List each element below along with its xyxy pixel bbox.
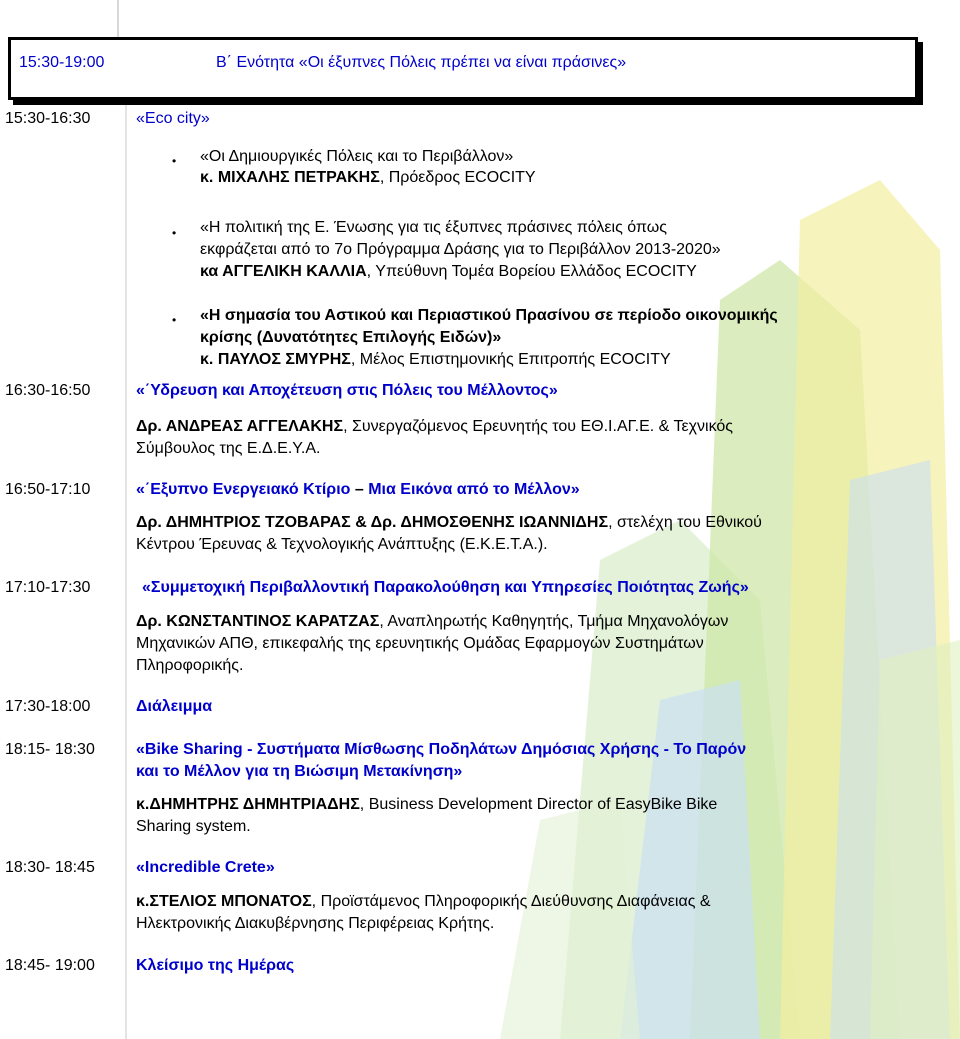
speaker-line: [136, 611, 728, 633]
talk-title: «Οι Δημιουργικές Πόλεις και το Περιβάλλον»: [200, 148, 514, 165]
speaker-role-line3: Πληροφορικής.: [136, 657, 244, 674]
speaker-role: , Πρόεδρος ECOCITY: [379, 169, 536, 186]
speaker-line: [200, 349, 671, 371]
section-header: [8, 37, 918, 100]
talk-title-line2: κρίσης (Δυνατότητες Επιλογής Ειδών)»: [200, 329, 502, 346]
speaker-amp: &: [350, 514, 371, 531]
session-time: 18:30- 18:45: [5, 859, 95, 876]
session-title: [136, 479, 580, 501]
session-title: «Συμμετοχική Περιβαλλοντική Παρακολούθηση και Υπηρεσίες Ποιότητας Ζωής»: [142, 579, 749, 596]
session-time: 15:30-16:30: [5, 110, 91, 127]
session-time: 16:50-17:10: [5, 481, 91, 498]
speaker-role: , Υπεύθυνη Τομέα Βορείου Ελλάδος ECOCITY: [366, 263, 697, 280]
session-title: «΄Υδρευση και Αποχέτευση στις Πόλεις του Μέλλοντος»: [136, 382, 558, 399]
speaker-line: [200, 261, 697, 283]
session-title-line2: και το Μέλλον για τη Βιώσιμη Μετακίνηση»: [136, 763, 463, 780]
session-title: «Incredible Crete»: [136, 859, 275, 876]
speaker-line: [136, 891, 711, 913]
speaker-role: , Προϊστάμενος Πληροφορικής Διεύθυνσης Διαφάνειας &: [311, 893, 711, 910]
session-time: 18:45- 19:00: [5, 957, 95, 974]
session-title-part1: «΄Εξυπνο Ενεργειακό Κτίριο: [136, 481, 355, 498]
session-time: 16:30-16:50: [5, 382, 91, 399]
session-title-dash: –: [354, 481, 364, 498]
speaker-role-line2: Ηλεκτρονικής Διακυβέρνησης Περιφέρειας Κρήτης.: [136, 915, 495, 932]
session-time: 17:10-17:30: [5, 579, 91, 596]
speaker-role: , στελέχη του Εθνικού: [608, 514, 762, 531]
speaker-name: Δρ. ΑΝΔΡΕΑΣ ΑΓΓΕΛΑΚΗΣ: [136, 418, 344, 435]
speaker-name: κ. ΜΙΧΑΛΗΣ ΠΕΤΡΑΚΗΣ: [200, 169, 380, 186]
session-title: Διάλειμμα: [136, 698, 213, 715]
header-title: Β΄ Ενότητα «Οι έξυπνες Πόλεις πρέπει να είναι πράσινες»: [216, 54, 627, 71]
bullet-icon: •: [172, 313, 177, 327]
bullet-icon: •: [172, 154, 177, 168]
speaker-role: , Business Development Director of EasyBike Bike: [359, 796, 718, 813]
session-title: Κλείσιμο της Ημέρας: [136, 957, 295, 974]
speaker-line: [136, 416, 733, 438]
talk-title-line1: «Η πολιτική της Ε. Ένωσης για τις έξυπνες πράσινες πόλεις όπως: [200, 219, 667, 236]
speaker-name: κ.ΣΤΕΛΙΟΣ ΜΠΟΝΑΤΟΣ: [136, 893, 312, 910]
session-title: «Eco city»: [136, 110, 210, 127]
session-title-part2: Μια Εικόνα από το Μέλλον»: [363, 481, 580, 498]
session-time: 18:15- 18:30: [5, 741, 95, 758]
speaker-role-line2: Sharing system.: [136, 818, 251, 835]
bullet-icon: •: [172, 226, 177, 240]
speaker-line: [200, 167, 536, 189]
speaker-line: [136, 512, 762, 534]
speaker-role-line2: Κέντρου Έρευνας & Τεχνολογικής Ανάπτυξης (Ε.Κ.Ε.Τ.Α.).: [136, 536, 548, 553]
speaker-role: , Μέλος Επιστημονικής Επιτροπής ECOCITY: [350, 351, 671, 368]
speaker-role-line2: Σύμβουλος της Ε.Δ.Ε.Υ.Α.: [136, 440, 321, 457]
speaker-name: κα ΑΓΓΕΛΙΚΗ ΚΑΛΛΙΑ: [200, 263, 367, 280]
speaker-line: [136, 794, 717, 816]
speaker-name: κ. ΠΑΥΛΟΣ ΣΜΥΡΗΣ: [200, 351, 351, 368]
speaker-name: κ.ΔΗΜΗΤΡΗΣ ΔΗΜΗΤΡΙΑΔΗΣ: [136, 796, 360, 813]
speaker-role: , Αναπληρωτής Καθηγητής, Τμήμα Μηχανολόγων: [379, 613, 729, 630]
talk-title-line1: «Η σημασία του Αστικού και Περιαστικού Πρασίνου σε περίοδο οικονομικής: [200, 307, 778, 324]
speaker-name: Δρ. ΔΗΜΟΣΘΕΝΗΣ ΙΩΑΝΝΙΔΗΣ: [370, 514, 609, 531]
speaker-name: Δρ. ΔΗΜΗΤΡΙΟΣ ΤΖΟΒΑΡΑΣ: [136, 514, 351, 531]
speaker-name: Δρ. ΚΩΝΣΤΑΝΤΙΝΟΣ ΚΑΡΑΤΖΑΣ: [136, 613, 380, 630]
header-time: 15:30-19:00: [19, 54, 105, 71]
speaker-role: , Συνεργαζόμενος Ερευνητής του ΕΘ.Ι.ΑΓ.Ε. & Τεχνικός: [343, 418, 734, 435]
session-title-line1: «Bike Sharing - Συστήματα Μίσθωσης Ποδηλάτων Δημόσιας Χρήσης - Το Παρόν: [136, 741, 747, 758]
talk-title-line2: εκφράζεται από το 7ο Πρόγραμμα Δράσης για το Περιβάλλον 2013-2020»: [200, 241, 721, 258]
speaker-role-line2: Μηχανικών ΑΠΘ, επικεφαλής της ερευνητικής Ομάδας Εφαρμογών Συστημάτων: [136, 635, 704, 652]
session-time: 17:30-18:00: [5, 698, 91, 715]
